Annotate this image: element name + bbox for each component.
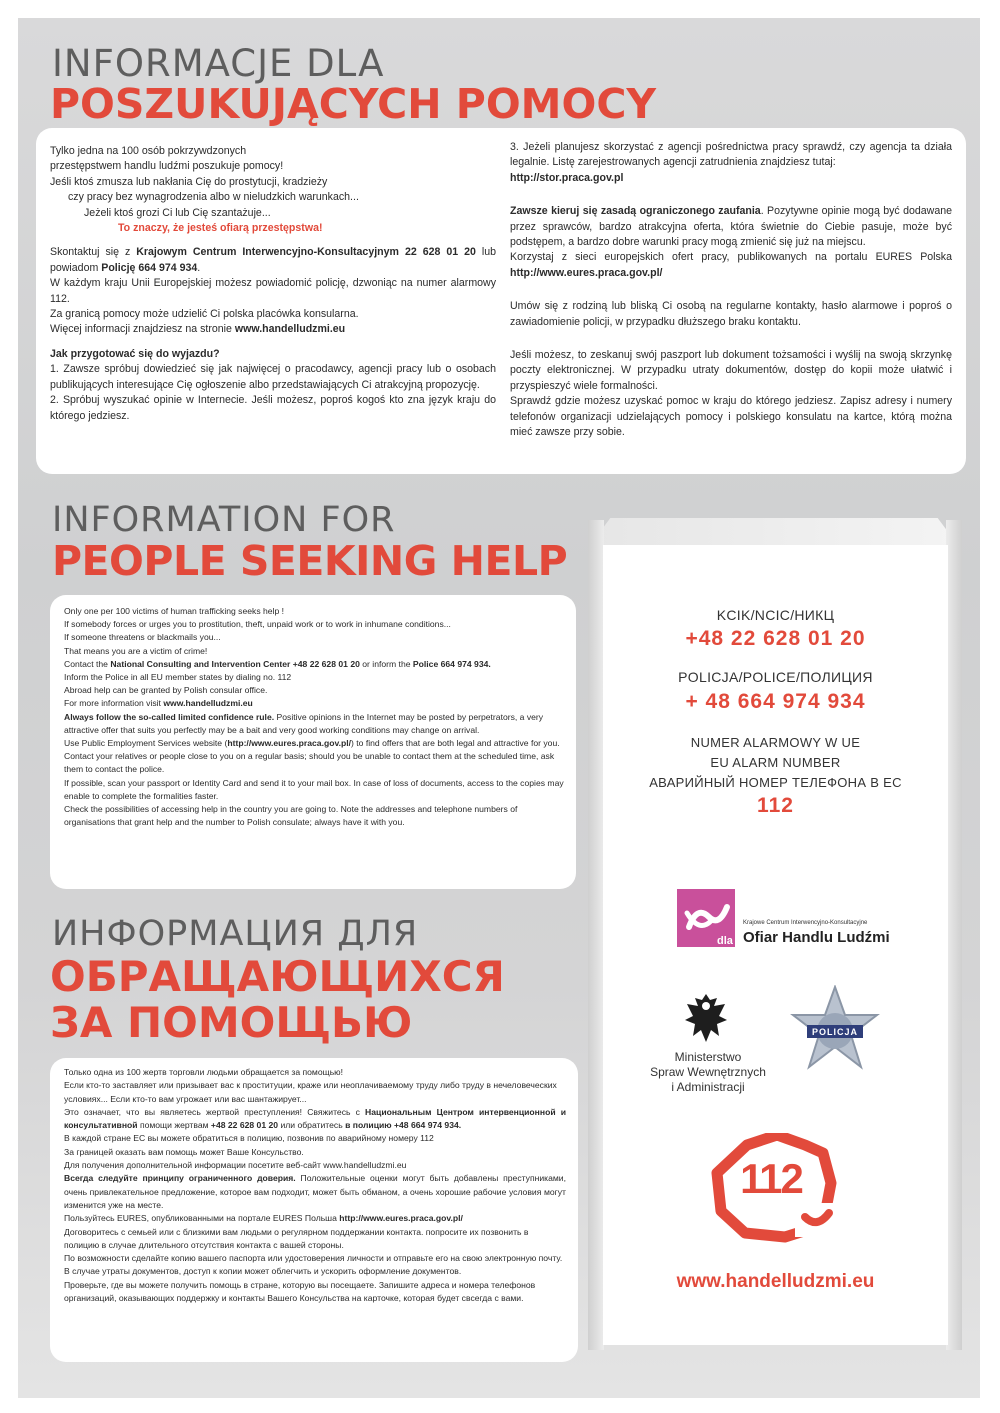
en-title-line2: PEOPLE SEEKING HELP <box>52 537 568 585</box>
pl-card <box>36 128 966 474</box>
pl-text: W każdym kraju Unii Europejskiej możesz powiadomić policję, dzwoniąc na numer alarmowy 112. <box>50 277 496 305</box>
ru-text: Для получения дополнительной информации посетите веб-сайт www.handelludzmi.eu <box>64 1160 407 1171</box>
en-text: Inform the Police in all EU member states by dialing no. 112 <box>64 672 292 683</box>
ru-text: В каждой стране ЕС вы можете обратиться в полицию, позвонив по аварийному номеру 112 <box>64 1133 434 1144</box>
ru-text: Пользуйтесь EURES, опубликованными на портале EURES Польша http://www.eures.praca.gov.pl/ <box>64 1213 463 1224</box>
en-text: That means you are a victim of crime! <box>64 645 208 656</box>
pl-text: Sprawdź gdzie możesz uzyskać pomoc w kraju do którego jedziesz. Zapisz adresy i numery telefonów organizacji udzielających pomocy i polskiego konsulatu na kartce, którą można mieć zawsze przy sobie. <box>510 395 952 439</box>
pl-text: Jeśli możesz, to zeskanuj swój paszport lub dokument tożsamości i wyślij na swoją skrzynkę poczty elektronicznej. W przypadku utraty dokumentów, dostęp do kopii może ułatwić i przyspieszyć wiele formalności. <box>510 349 952 392</box>
alarm-label-ru: АВАРИЙНЫЙ НОМЕР ТЕЛЕФОНА В ЕС <box>649 775 902 790</box>
kcik-phone[interactable]: +48 22 628 01 20 <box>685 627 866 650</box>
pl-left-column <box>50 144 496 424</box>
pl-text: 2. Spróbuj wyszukać opinie w Internecie. Jeśli możesz, poproś kogoś kto zna język kraju do którego jedziesz. <box>50 394 496 422</box>
ru-text: За границей оказать вам помощь может Ваше Консульство. <box>64 1146 304 1157</box>
pl-text: Jeśli ktoś zmusza lub nakłania Cię do prostytucji, kradzieży <box>50 175 328 188</box>
police-phone[interactable]: + 48 664 974 934 <box>685 690 866 713</box>
ministry-line2: Spraw Wewnętrznych <box>650 1065 766 1079</box>
ru-contact-text: Это означает, что вы являетесь жертвой преступления! Свяжитесь с Национальным Центром интервенционной и консультативной помощи жертвам +48 22 628 01 20 или обратитесь в полицию +48 664 974 934. <box>64 1106 567 1131</box>
pl-text: Więcej informacji znajdziesz na stronie www.handelludzmi.eu <box>50 323 346 336</box>
kcik-logo <box>675 887 895 957</box>
en-card <box>50 595 576 889</box>
ru-text: Проверьте, где вы можете получить помощь в стране, которую вы посещаете. Запишите адреса и номера телефонов организаций, оказывающих поддержку и контакты Вашего Консульства на карточке, которая будет свсегда с вами. <box>64 1279 536 1304</box>
pl-subheading: Jak przygotować się do wyjazdu? <box>50 347 220 360</box>
pl-text: Za granicą pomocy może udzielić Ci polska placówka konsularna. <box>50 308 359 321</box>
en-text: Use Public Employment Services website (http://www.eures.praca.gov.pl/) to find offers that are both legal and attractive for you. <box>64 738 560 749</box>
en-text: If possible, scan your passport or Identity Card and send it to your mail box. In case of loss of documents, access to the copies may enable to complete the formalities faster. <box>64 777 564 801</box>
en-contact-text: Contact the National Consulting and Intervention Center +48 22 628 01 20 or inform the Police 664 974 934. <box>64 658 491 669</box>
pl-contact-text: Skontaktuj się z Krajowym Centrum Interwencyjno-Konsultacyjnym 22 628 01 20 lub powiadom Policję 664 974 934. <box>50 246 497 274</box>
en-text: Contact your relatives or people close to you on a regular basis; should you be unable to contact them at the scheduled time, ask them to contact the police. <box>64 751 555 775</box>
pl-text: przestępstwem handlu ludźmi poszukuje pomocy! <box>50 160 284 173</box>
door-frame-top <box>588 518 960 548</box>
eagle-emblem-icon <box>683 990 729 1046</box>
policja-badge-text: POLICJA <box>811 1027 858 1037</box>
alarm-number[interactable]: 112 <box>757 794 794 817</box>
en-text: Abroad help can be granted by Polish consular office. <box>64 685 268 696</box>
door-frame-left <box>588 520 604 1350</box>
pl-right-column <box>510 140 952 441</box>
pl-text: Jeżeli ktoś grozi Ci lub Cię szantażuje... <box>84 206 271 219</box>
ru-title-line3: ЗА ПОМОЩЬЮ <box>50 998 413 1047</box>
ru-text: Если кто-то заставляет или призывает вас к проституции, краже или неоплачиваемому труду либо труду в нечеловеческих условиях... Если кто-то вам угрожает или вас шантажирует... <box>64 1080 557 1104</box>
ru-text: Только одна из 100 жертв торговли людьми обращается за помощью! <box>64 1067 344 1077</box>
pl-text: Korzystaj z sieci europejskich ofert pracy, publikowanych na portalu EURES Polska http://www.eures.praca.gov.pl/ <box>510 251 952 279</box>
en-text: Only one per 100 victims of human trafficking seeks help ! <box>64 606 285 616</box>
ministry-line1: Ministerstwo <box>674 1050 742 1064</box>
pl-stor-link[interactable]: http://stor.praca.gov.pl <box>510 171 624 184</box>
kcik-label: KCIK/NCIC/НИКЦ <box>716 607 835 623</box>
en-text: Check the possibilities of accessing help in the country you are going to. Note the addresses and telephone numbers of organisations that grant help and the number to Polish consulate; always have it with you. <box>64 804 518 828</box>
kcik-logo-dla: dla <box>717 935 733 947</box>
pl-text: czy pracy bez wynagrodzenia albo w nieludzkich warunkach... <box>68 191 359 204</box>
ru-eures-link[interactable]: http://www.eures.praca.gov.pl/ <box>339 1213 463 1224</box>
pl-text: Tylko jedna na 100 osób pokrzywdzonych <box>50 145 247 157</box>
contact-panel <box>603 545 948 1345</box>
pl-title-line2: POSZUKUJĄCYCH POMOCY <box>50 80 657 128</box>
pl-text: 3. Jeżeli planujesz skorzystać z agencji pośrednictwa pracy sprawdź, czy agencja ta działa legalnie. Listę zarejestrowanych agencji zatrudnienia znajdziesz tutaj: <box>510 141 952 169</box>
alarm-label-en: EU ALARM NUMBER <box>710 755 841 770</box>
door-frame-right <box>946 520 962 1350</box>
pl-text: Zawsze kieruj się zasadą ograniczonego zaufania. Pozytywne opinie mogą być dodawane przez sprawców, bardzo atrakcyjna oferta, która świetnie do Ciebie pasuje, może być podstępem, a bardzo dobre warunki pracy mogą zmienić się już na miejscu. <box>510 205 952 249</box>
kcik-logo-big-text: Ofiar Handlu Ludźmi <box>743 929 890 946</box>
ru-text: Всегда следуйте принципу ограниченного доверия. Положительные оценки могут быть добавлены преступниками, очень привлекательное предложение, которое вам подходит, может быть обманом, а очень хорошие рабочие условия могут изменится уже на месте. <box>64 1173 566 1210</box>
website-link[interactable]: www.handelludzmi.eu <box>676 1271 875 1292</box>
pl-victim-statement: To znaczy, że jesteś ofiarą przestępstwa! <box>118 222 323 235</box>
ru-card <box>50 1058 578 1362</box>
pl-title-line1: INFORMACJE DLA <box>52 42 385 85</box>
alarm-label-pl: NUMER ALARMOWY W UE <box>690 735 861 750</box>
pl-text: 1. Zawsze spróbuj dowiedzieć się jak najwięcej o pracodawcy, agencji pracy lub o osobach publikujących interesujące Cię ogłoszenie albo przedstawiających Ci atrakcyjną propozycję. <box>50 363 496 391</box>
ru-title-line1: ИНФОРМАЦИЯ ДЛЯ <box>52 914 419 954</box>
en-eures-link[interactable]: http://www.eures.praca.gov.pl/ <box>227 738 352 749</box>
ru-text: Договоритесь с семьей или с близкими вам людьми о регулярном поддержании контакта. попросите их позвонить в полицию в случае длительного отсутствия контакта с вашей стороны. <box>64 1226 529 1250</box>
en-text: If someone threatens or blackmails you... <box>64 632 221 643</box>
ru-title-line2: ОБРАЩАЮЩИХСЯ <box>50 952 505 1001</box>
en-text: For more information visit www.handelludzmi.eu <box>64 698 253 709</box>
pl-text: Umów się z rodziną lub bliską Ci osobą na regularne kontakty, hasło alarmowe i poproś o zawiadomienie policji, w przypadku dłuższego braku kontaktu. <box>510 300 952 328</box>
pl-eures-link[interactable]: http://www.eures.praca.gov.pl/ <box>510 266 663 279</box>
en-text: If somebody forces or urges you to prostitution, theft, unpaid work or to work in inhumane conditions... <box>64 619 451 630</box>
police-label: POLICJA/POLICE/ПОЛИЦИЯ <box>678 669 873 685</box>
kcik-logo-small-text: Krajowe Centrum Interwencyjno-Konsultacyjne <box>743 920 868 926</box>
en-title-line1: INFORMATION FOR <box>52 500 396 540</box>
pl-website-link[interactable]: www.handelludzmi.eu <box>234 323 346 336</box>
en-website-link[interactable]: www.handelludzmi.eu <box>163 698 253 709</box>
ru-text: По возможности сделайте копию вашего паспорта или удостоверения личности и отправьте его на свою электронную почту. В случае утраты документов, доступ к копии может облегчить и ускорить оформление документов. <box>64 1253 563 1277</box>
ministry-line3: i Administracji <box>671 1080 745 1094</box>
logo-112-text: 112 <box>740 1155 802 1202</box>
en-text: Always follow the so-called limited confidence rule. Positive opinions in the Internet may be posted by perpetrators, a very attractive offer that suits you perfectly may be a bait and very good working conditions may change on arrival. <box>64 711 544 735</box>
